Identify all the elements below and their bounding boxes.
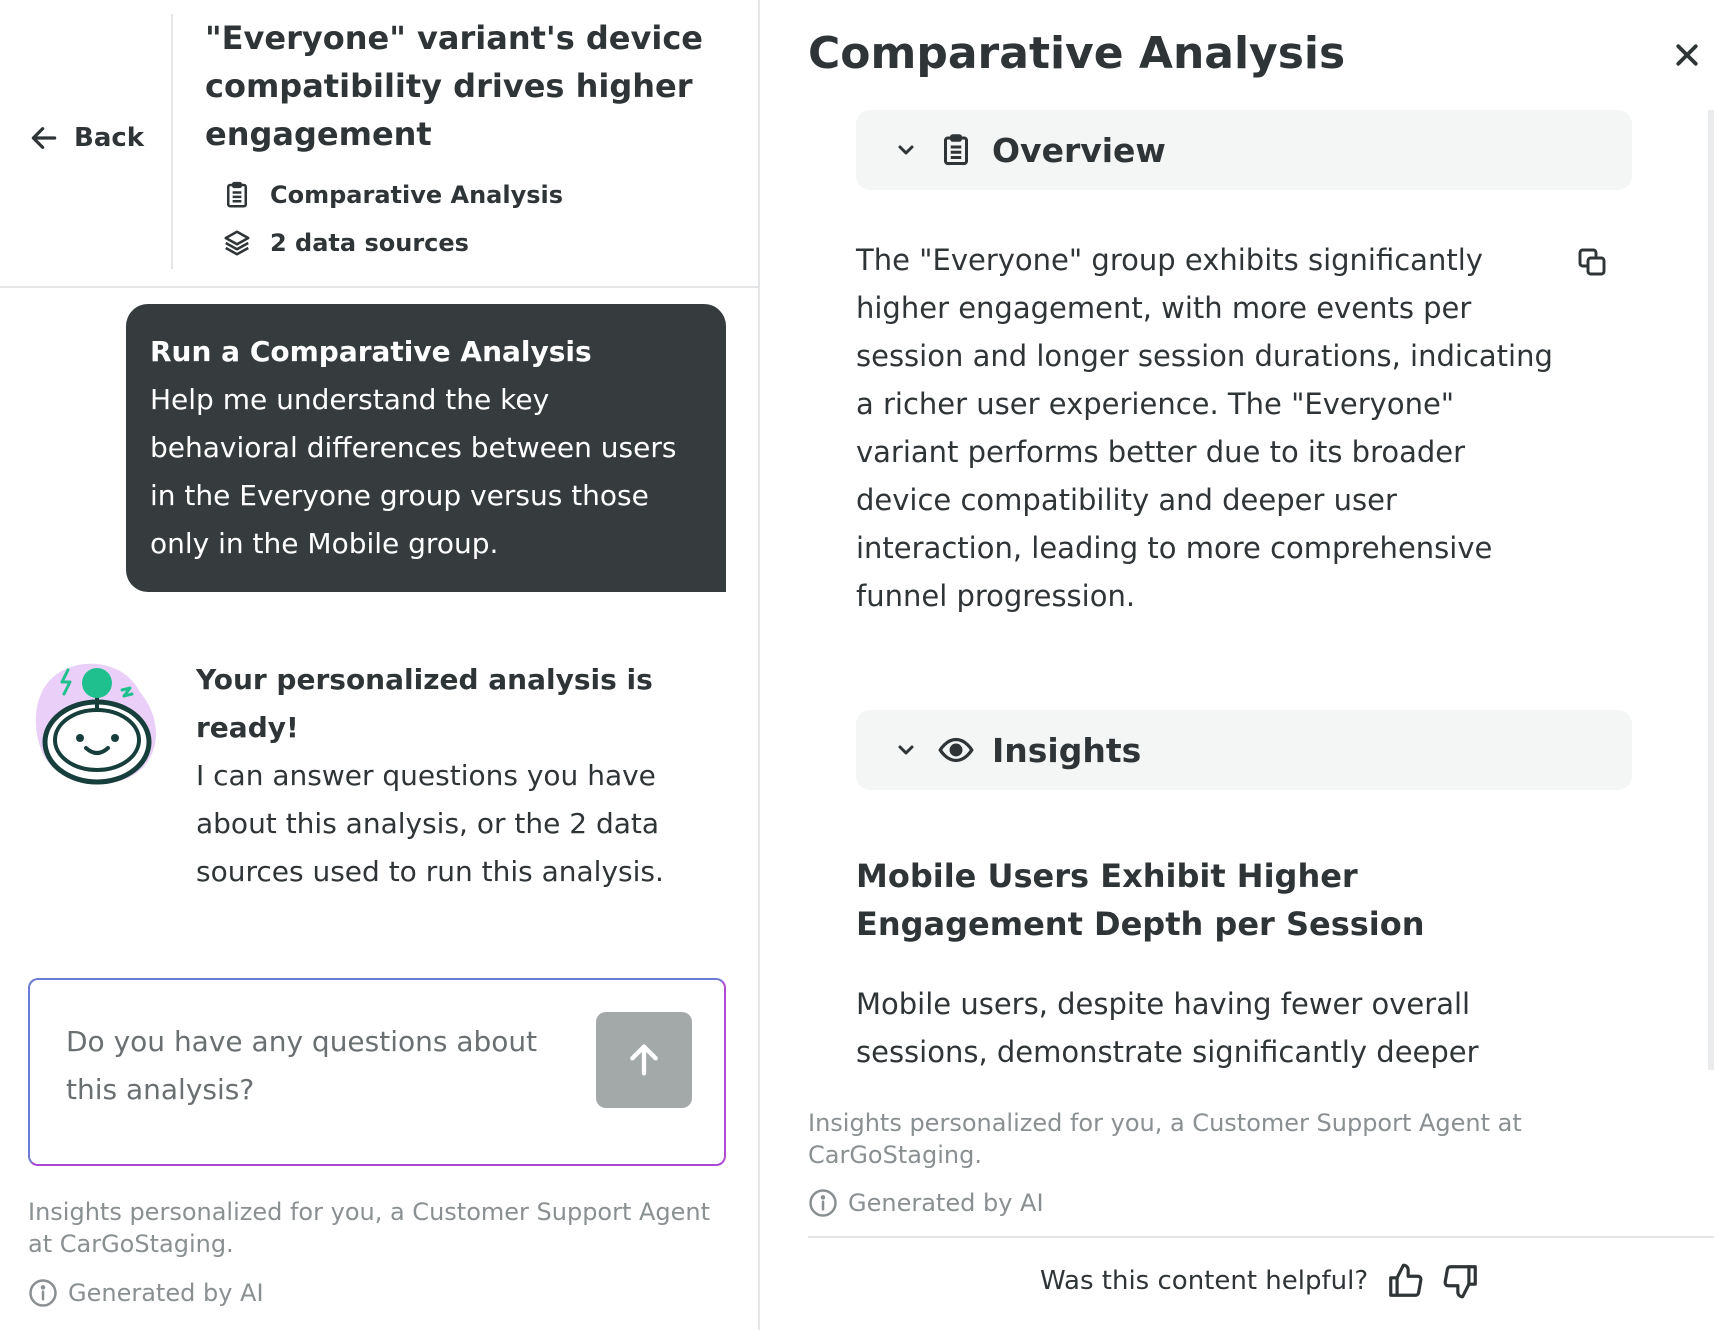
insights-section-toggle[interactable]: [856, 710, 1632, 790]
generated-by-ai: [808, 1188, 1044, 1218]
thumbs-up-icon[interactable]: [1386, 1262, 1424, 1300]
generated-by-label: Generated by AI: [68, 1279, 264, 1307]
layers-icon: [222, 228, 252, 258]
analysis-header: [0, 0, 758, 288]
data-sources-label: 2 data sources: [270, 229, 469, 257]
user-prompt-message: [126, 304, 726, 592]
copy-icon[interactable]: [1576, 246, 1608, 278]
send-button[interactable]: [596, 1012, 692, 1108]
personalization-note: Insights personalized for you, a Customer Support Agent at CarGoStaging.: [28, 1198, 711, 1258]
info-icon: [28, 1278, 58, 1308]
header-divider: [171, 14, 173, 269]
chevron-down-icon: [894, 738, 918, 762]
back-button[interactable]: [28, 122, 144, 154]
analysis-title: "Everyone" variant's device compatibility drives higher engagement: [205, 19, 703, 153]
question-input[interactable]: [66, 1018, 566, 1128]
insight-body: Mobile users, despite having fewer overall sessions, demonstrate significantly deeper: [856, 987, 1479, 1069]
insight-title: Mobile Users Exhibit Higher Engagement Depth per Session: [856, 857, 1425, 943]
overview-text: The "Everyone" group exhibits significantly higher engagement, with more events per session and longer session durations, indicating a richer user experience. The "Everyone" variant performs better due to its broader device compatibility and deeper user interaction, leading to more comprehensive funnel progression.: [856, 243, 1553, 613]
prompt-title: Run a Comparative Analysis: [150, 335, 592, 368]
arrow-up-icon: [624, 1040, 664, 1080]
scrollbar[interactable]: [1708, 110, 1714, 1070]
back-label: Back: [74, 123, 145, 153]
analysis-type: [222, 180, 563, 210]
footer-divider: [808, 1236, 1714, 1238]
clipboard-icon: [938, 132, 974, 168]
analysis-type-label: Comparative Analysis: [270, 181, 564, 209]
close-icon[interactable]: [1672, 40, 1702, 70]
assistant-message-body: I can answer questions you have about this analysis, or the 2 data sources used to run this analysis.: [196, 759, 664, 888]
chevron-down-icon: [894, 138, 918, 162]
question-box: [28, 978, 726, 1166]
insights-label: Insights: [992, 730, 1142, 770]
feedback-question: Was this content helpful?: [1040, 1266, 1369, 1296]
overview-label: Overview: [992, 130, 1166, 170]
assistant-message-title: Your personalized analysis is ready!: [196, 663, 653, 744]
generated-by-ai: [28, 1278, 264, 1308]
feedback-bar: [1040, 1262, 1480, 1300]
eye-icon: [938, 732, 974, 768]
bot-avatar-icon: [30, 652, 170, 792]
info-icon: [808, 1188, 838, 1218]
clipboard-icon: [222, 180, 252, 210]
prompt-body: Help me understand the key behavioral differences between users in the Everyone group versus those only in the Mobile group.: [150, 383, 677, 560]
thumbs-down-icon[interactable]: [1442, 1262, 1480, 1300]
generated-by-label: Generated by AI: [848, 1189, 1044, 1217]
arrow-left-icon: [28, 122, 60, 154]
data-sources[interactable]: [222, 228, 469, 258]
overview-section-toggle[interactable]: [856, 110, 1632, 190]
panel-title: Comparative Analysis: [808, 28, 1346, 79]
chat-panel: [0, 0, 760, 1330]
assistant-message: [196, 656, 736, 896]
analysis-detail-panel: [762, 0, 1714, 1330]
personalization-note: Insights personalized for you, a Customer Support Agent at CarGoStaging.: [808, 1109, 1522, 1169]
